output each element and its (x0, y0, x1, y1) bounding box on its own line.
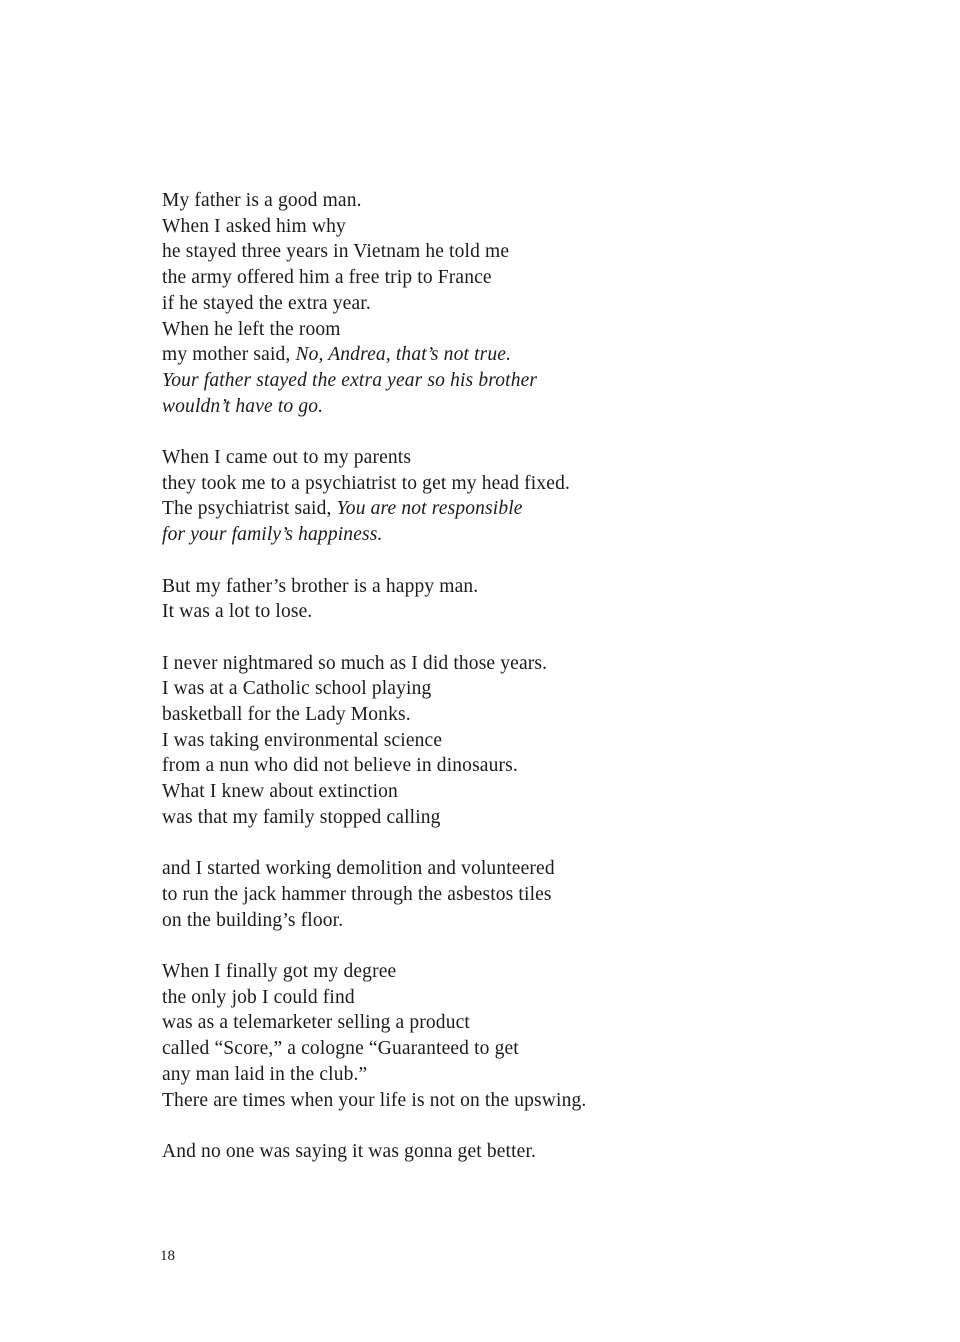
poem-line (162, 702, 586, 728)
poem-segment-italic: wouldn’t have to go. (162, 395, 324, 417)
poem-line (162, 574, 586, 600)
page-number: 18 (160, 1248, 175, 1264)
poem-segment: if he stayed the extra year. (162, 292, 371, 314)
poem-segment-italic: No, Andrea, that’s not true. (295, 344, 512, 366)
poem-stanza (162, 574, 586, 625)
poem-segment: and I started working demolition and volunteered (162, 858, 555, 880)
poem-line (162, 239, 586, 265)
poem-line (162, 779, 586, 805)
poem-segment: What I knew about extinction (162, 781, 398, 803)
poem-segment: was as a telemarketer selling a product (162, 1012, 470, 1034)
poem-line (162, 496, 586, 522)
poem-line (162, 599, 586, 625)
poem-segment: I was at a Catholic school playing (162, 678, 432, 700)
poem-segment: on the building’s floor. (162, 909, 344, 931)
poem-line (162, 651, 586, 677)
poem-segment: I was taking environmental science (162, 729, 443, 751)
poem-line (162, 676, 586, 702)
poem-segment: I never nightmared so much as I did those years. (162, 652, 548, 674)
poem-segment-italic: for your family’s happiness. (162, 524, 383, 546)
poem-stanza (162, 445, 586, 548)
poem-line (162, 882, 586, 908)
poem-segment: When I finally got my degree (162, 961, 397, 983)
poem-line (162, 522, 586, 548)
poem-segment: my mother said, (162, 344, 296, 366)
poem-segment: to run the jack hammer through the asbestos tiles (162, 883, 552, 905)
poem-line (162, 1010, 586, 1036)
poem-line (162, 394, 586, 420)
poem-line (162, 985, 586, 1011)
poem-line (162, 445, 586, 471)
poem-line (162, 908, 586, 934)
poem-stanza (162, 651, 586, 831)
poem-line (162, 1062, 586, 1088)
poem-line (162, 317, 586, 343)
poem-segment: they took me to a psychiatrist to get my head fixed. (162, 472, 570, 494)
poem-segment: When I came out to my parents (162, 447, 412, 469)
poem-line (162, 959, 586, 985)
poem-line (162, 805, 586, 831)
poem-segment: The psychiatrist said, (162, 498, 337, 520)
poem-segment: There are times when your life is not on the upswing. (162, 1089, 587, 1111)
poem-line (162, 265, 586, 291)
poem-segment: My father is a good man. (162, 190, 362, 211)
poem-segment-italic: You are not responsible (336, 498, 523, 520)
poem-line (162, 1139, 586, 1165)
poem-segment: And no one was saying it was gonna get better. (162, 1140, 537, 1162)
poem-segment: When he left the room (162, 318, 341, 340)
poem-segment: the only job I could find (162, 986, 355, 1008)
poem-line (162, 1088, 586, 1114)
poem-line (162, 1036, 586, 1062)
poem-segment: It was a lot to lose. (162, 601, 313, 623)
poem-line (162, 291, 586, 317)
poem-stanza (162, 959, 586, 1113)
poem-stanza (162, 188, 586, 419)
poem-segment: basketball for the Lady Monks. (162, 704, 411, 726)
poem-stanza (162, 856, 586, 933)
poem-segment: was that my family stopped calling (162, 806, 441, 828)
poem-stanza (162, 1139, 586, 1165)
poem-line (162, 728, 586, 754)
poem-segment: the army offered him a free trip to France (162, 267, 492, 289)
poem-segment: any man laid in the club.” (162, 1063, 368, 1085)
poem-line (162, 368, 586, 394)
poem-line (162, 214, 586, 240)
poem-line (162, 753, 586, 779)
poem-segment-italic: Your father stayed the extra year so his brother (162, 369, 538, 391)
poem-segment: called “Score,” a cologne “Guaranteed to get (162, 1038, 519, 1060)
poem-line (162, 856, 586, 882)
poem-segment: from a nun who did not believe in dinosaurs. (162, 755, 518, 777)
poem-line (162, 188, 586, 214)
poem-segment: But my father’s brother is a happy man. (162, 575, 479, 597)
poem-line (162, 342, 586, 368)
poem-segment: he stayed three years in Vietnam he told me (162, 241, 510, 263)
poem-body (162, 188, 586, 1165)
poem-line (162, 471, 586, 497)
poem-segment: When I asked him why (162, 215, 346, 237)
